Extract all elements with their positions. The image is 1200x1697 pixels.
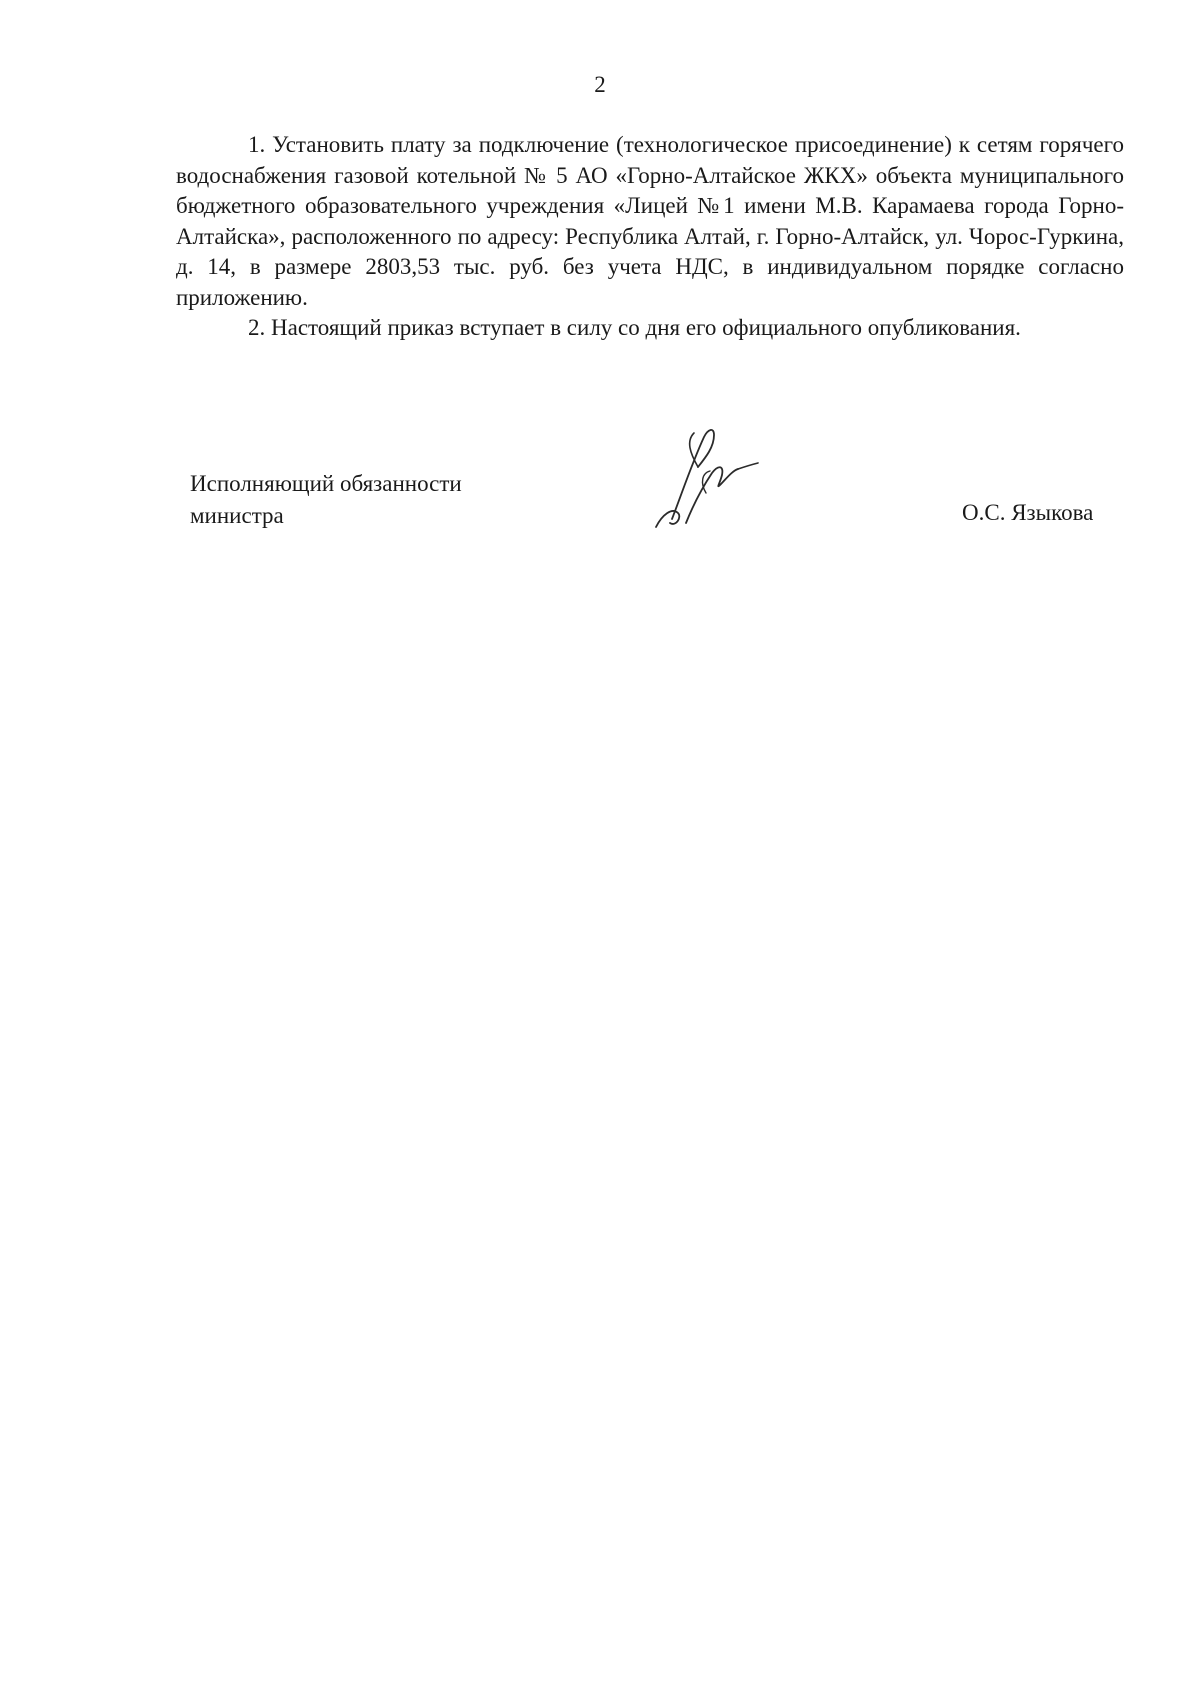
paragraph-1: 1. Установить плату за подключение (технологическое присоединение) к сетям горячего водоснабжения газовой котельной № 5 АО «Горно-Алтайское ЖКХ» объекта муниципального бюджетного образовательного учреждения «Лицей №1 имени М.В. Карамаева города Горно-Алтайска», расположенного по адресу: Республика Алтай, г. Горно-Алтайск, ул. Чорос-Гуркина, д. 14, в размере 2803,53 тыс. руб. без учета НДС, в индивидуальном порядке согласно приложению. [176, 132, 1124, 310]
signer-position-line-1: Исполняющий обязанности [190, 471, 462, 496]
signer-position-line-2: министра [190, 503, 284, 528]
signer-name: О.С. Языкова [962, 500, 1094, 525]
page-number: 2 [594, 72, 606, 97]
signer-position [190, 468, 462, 532]
document-body [176, 130, 1124, 344]
handwritten-signature-icon [648, 423, 770, 533]
paragraph-2: 2. Настоящий приказ вступает в силу со дня его официального опубликования. [248, 315, 1021, 340]
